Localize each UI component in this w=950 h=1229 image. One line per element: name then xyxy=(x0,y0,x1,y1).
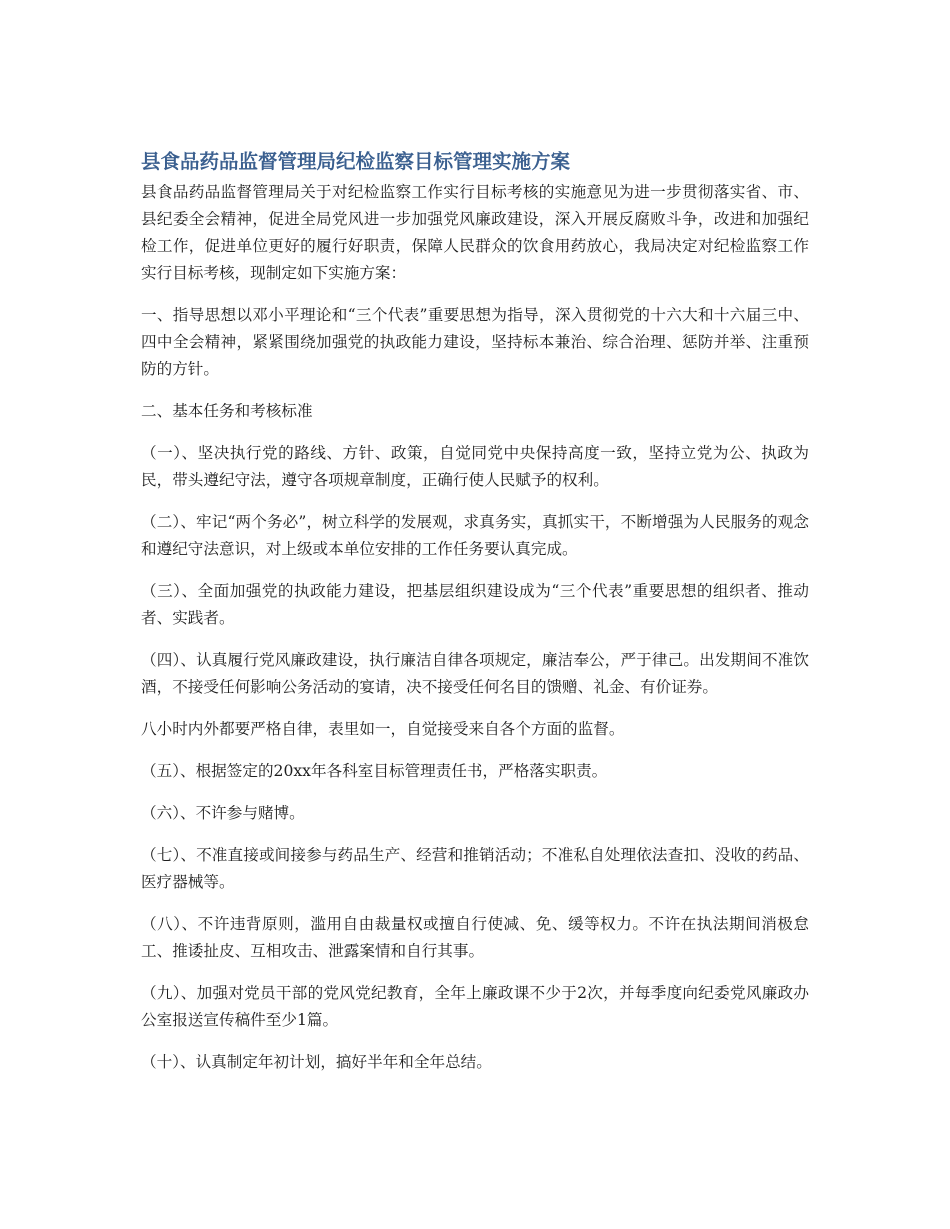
item-2-paragraph: （二）、牢记“两个务必”，树立科学的发展观，求真务实，真抓实干，不断增强为人民服务的观念和遵纪守法意识，对上级或本单位安排的工作任务要认真完成。 xyxy=(141,513,809,558)
item-4-paragraph: （四）、认真履行党风廉政建设，执行廉洁自律各项规定，廉洁奉公，严于律己。出发期间不准饮酒，不接受任何影响公务活动的宴请，决不接受任何名目的馈赠、礼金、有价证券。 xyxy=(141,651,809,696)
item-3-paragraph: （三）、全面加强党的执政能力建设，把基层组织建设成为“三个代表”重要思想的组织者、推动者、实践者。 xyxy=(141,582,809,627)
item-1-paragraph: （一）、坚决执行党的路线、方针、政策，自觉同党中央保持高度一致，坚持立党为公、执政为民，带头遵纪守法，遵守各项规章制度，正确行使人民赋予的权利。 xyxy=(141,444,809,489)
document-page xyxy=(141,148,809,1091)
intro-paragraph: 县食品药品监督管理局关于对纪检监察工作实行目标考核的实施意见为进一步贯彻落实省、市、县纪委全会精神，促进全局党风进一步加强党风廉政建设，深入开展反腐败斗争，改进和加强纪检工作，促进单位更好的履行好职责，保障人民群众的饮食用药放心，我局决定对纪检监察工作实行目标考核，现制定如下实施方案： xyxy=(141,183,809,282)
item-8-paragraph: （八）、不许违背原则，滥用自由裁量权或擅自行使减、免、缓等权力。不许在执法期间消极怠工、推诿扯皮、互相攻击、泄露案情和自行其事。 xyxy=(141,915,809,960)
item-6-paragraph: （六）、不许参与赌博。 xyxy=(141,804,305,822)
section-heading-tasks: 二、基本任务和考核标准 xyxy=(141,402,313,420)
item-10-paragraph: （十）、认真制定年初计划，搞好半年和全年总结。 xyxy=(141,1053,492,1071)
item-5-paragraph: （五）、根据签定的20xx年各科室目标管理责任书，严格落实职责。 xyxy=(141,762,608,780)
item-7-paragraph: （七）、不准直接或间接参与药品生产、经营和推销活动；不准私自处理依法查扣、没收的药品、医疗器械等。 xyxy=(141,846,809,891)
self-discipline-paragraph: 八小时内外都要严格自律，表里如一，自觉接受来自各个方面的监督。 xyxy=(141,720,625,738)
document-title: 县食品药品监督管理局纪检监察目标管理实施方案 xyxy=(141,150,571,173)
item-9-paragraph: （九）、加强对党员干部的党风党纪教育，全年上廉政课不少于2次，并每季度向纪委党风廉政办公室报送宣传稿件至少1篇。 xyxy=(141,984,809,1029)
guiding-ideology-paragraph: 一、指导思想以邓小平理论和“三个代表”重要思想为指导，深入贯彻党的十六大和十六届三中、四中全会精神，紧紧围绕加强党的执政能力建设，坚持标本兼治、综合治理、惩防并举、注重预防的方针。 xyxy=(141,306,809,378)
